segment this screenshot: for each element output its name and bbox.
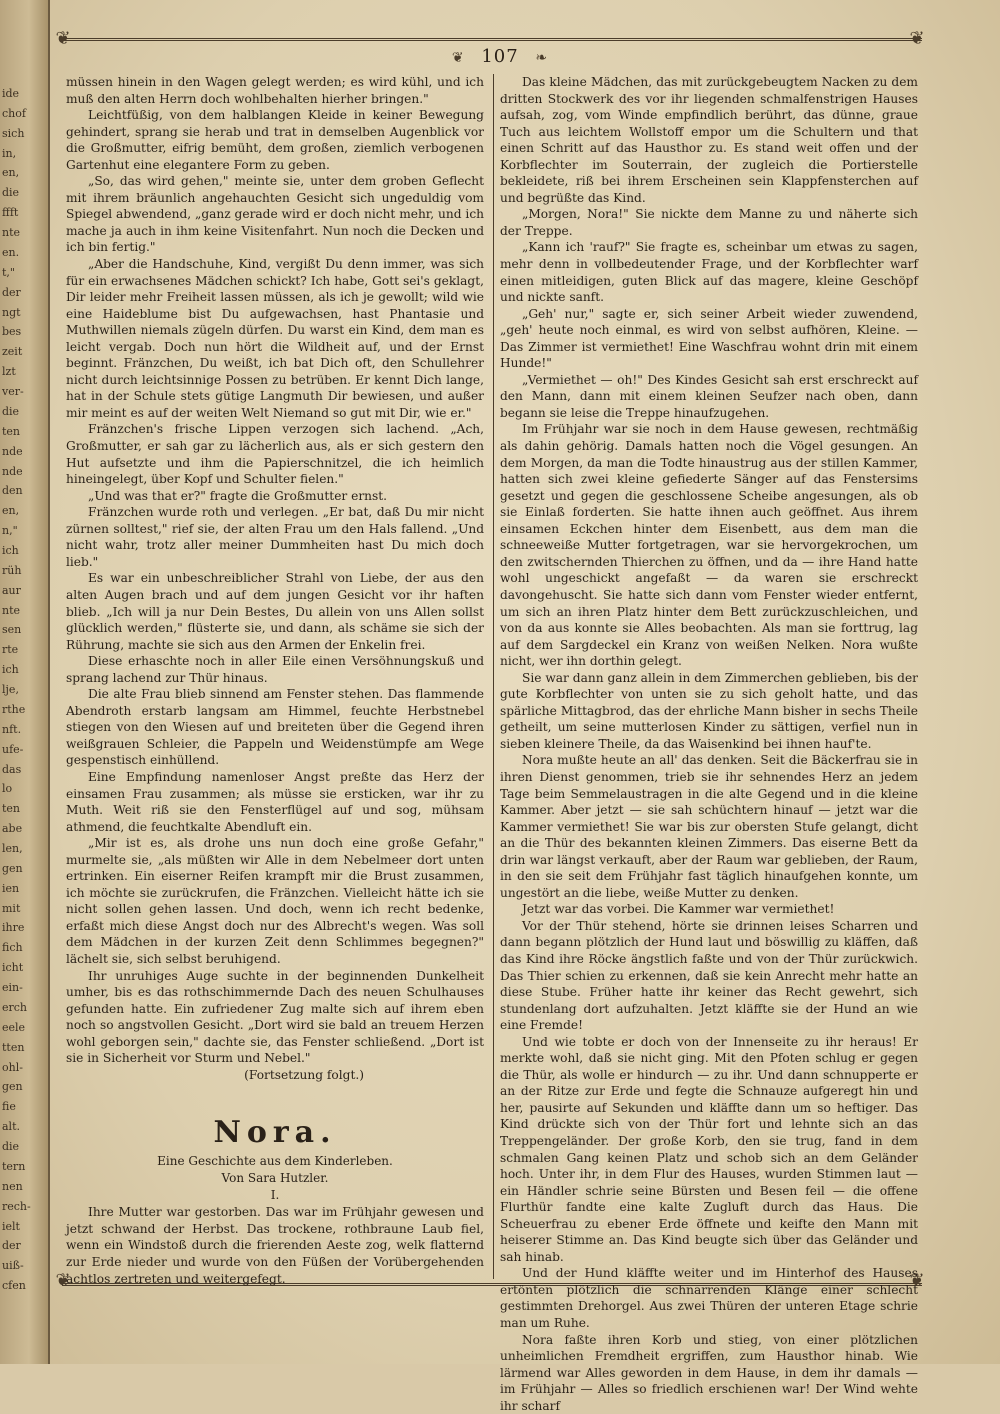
- gutter-text-fragment: der: [2, 1239, 21, 1252]
- gutter-text-fragment: ielt: [2, 1220, 20, 1233]
- page-header: [420, 46, 580, 72]
- paragraph: Es war ein unbeschreiblicher Strahl von Liebe, der aus den alten Augen brach und auf dem jungen Gesicht vor ihr haften blieb. „Ich will ja nur Dein Bestes, Du allein von uns Allen sollst glücklich werden," flüsterte sie, und dann, als schäme sie sich der Rührung, machte sie sich aus den Armen der Enkelin frei.: [66, 571, 484, 652]
- gutter-text-fragment: rüh: [2, 564, 22, 577]
- page-number: 107: [481, 46, 519, 67]
- gutter-text-fragment: aur: [2, 584, 21, 597]
- gutter-text-fragment: ohl-: [2, 1061, 23, 1074]
- paragraph: Nora mußte heute an all' das denken. Seit die Bäckerfrau sie in ihren Dienst genommen, trieb sie ihr sehnendes Herz an jedem Tage beim Semmelaustragen in die alte Gegend und in die kleine Kammer. Aber jetzt — sie sah schüchtern hinauf — jetzt war die Kammer vermiethet! Sie war bis zur obersten Stufe gelangt, dicht an die Thür des bekannten kleinen Zimmers. Das eiserne Bett da drin war längst verkauft, aber der Raum war geblieben, der Raum, in den sie seit dem Frühjahr fast täglich hinaufgehen konnte, um ungestört an die liebe, weiße Mutter zu denken.: [500, 753, 918, 900]
- gutter-text-fragment: tern: [2, 1160, 26, 1173]
- gutter-text-fragment: lo: [2, 782, 13, 795]
- gutter-text-fragment: ein-: [2, 981, 23, 994]
- paragraph: Sie war dann ganz allein in dem Zimmerchen geblieben, bis der gute Korbflechter von unten sie zu sich geholt hatte, und das spärliche Mittagbrod, das der ehrliche Mann bisher in sechs Theile getheilt, um seine mutterlosen Kinder zu sättigen, verfiel nun in sieben kleinere Theile, da das Waisenkind bei ihnen hauf'te.: [500, 670, 918, 751]
- gutter-text-fragment: ver-: [2, 385, 24, 398]
- gutter-text-fragment: ufe-: [2, 743, 24, 756]
- gutter-text-fragment: icht: [2, 961, 24, 974]
- paragraph: Fränzchen wurde roth und verlegen. „Er bat, daß Du mir nicht zürnen solltest," rief sie, der alten Frau um den Hals fallend. „Und nicht wahr, trotz aller meiner Dummheiten hast Du mich doch lieb.": [66, 505, 484, 569]
- gutter-text-fragment: en,: [2, 166, 20, 179]
- gutter-text-fragment: n,": [2, 524, 18, 537]
- paragraph: Leichtfüßig, von dem halblangen Kleide in keiner Bewegung gehindert, sprang sie herab und trat in demselben Augenblick vor die Großmutter, eifrig bemüht, dem großen, ziemlich verbogenen Gartenhut eine elegantere Form zu geben.: [66, 108, 484, 172]
- right-column: [500, 74, 918, 1413]
- gutter-text-fragment: rte: [2, 643, 19, 656]
- gutter-text-fragment: gen: [2, 1080, 23, 1093]
- gutter-text-fragment: zeit: [2, 345, 23, 358]
- gutter-text-fragment: chof: [2, 107, 26, 120]
- gutter-text-fragment: in,: [2, 147, 17, 160]
- paragraph: „Geh' nur," sagte er, sich seiner Arbeit wieder zuwendend, „geh' heute noch einmal, es wird von selbst aufhören, Kleine. — Das Zimmer ist vermiethet! Eine Waschfrau wohnt drin mit einem Hunde!": [500, 306, 918, 371]
- gutter-text-fragment: lzt: [2, 365, 16, 378]
- story-subtitle: Eine Geschichte aus dem Kinderleben.: [157, 1154, 393, 1169]
- gutter-text-fragment: der: [2, 286, 21, 299]
- gutter-text-fragment: ich: [2, 663, 19, 676]
- gutter-text-fragment: len,: [2, 842, 23, 855]
- column-divider: [493, 74, 494, 1279]
- paragraph: Vor der Thür stehend, hörte sie drinnen leises Scharren und dann begann plötzlich der Hund laut und böswillig zu kläffen, daß das Kind ihre Röcke ängstlich faßte und von der Thür zurückwich. Das Thier schien zu erkennen, daß sie kein Anrecht mehr hatte an diese Stube. Früher hatte ihr keiner das Recht gewehrt, sich stundenlang dort aufzuhalten. Jetzt kläffte sie der Hund an wie eine Fremde!: [500, 918, 918, 1033]
- gutter-text-fragment: nte: [2, 226, 21, 239]
- gutter-text-fragment: sen: [2, 623, 22, 636]
- gutter-text-fragment: ffft: [2, 206, 19, 219]
- gutter-text-fragment: nte: [2, 604, 21, 617]
- paragraph: Fränzchen's frische Lippen verzogen sich lachend. „Ach, Großmutter, er sah gar zu lächerlich aus, als er sich gestern den Hut aufsetzte und ihm die Papierschnitzel, die ich heimlich hineingelegt, über Kopf und Schulter fielen.": [66, 422, 484, 487]
- continuation-note: (Fortsetzung folgt.): [244, 1067, 364, 1082]
- gutter-text-fragment: bes: [2, 325, 22, 338]
- paragraph: „Morgen, Nora!" Sie nickte dem Manne zu und näherte sich der Treppe.: [500, 207, 918, 238]
- story-title: Nora.: [213, 1115, 337, 1151]
- gutter-text-fragment: fich: [2, 941, 23, 954]
- corner-ornament-top-left: ❦: [55, 28, 71, 49]
- story-author: Von Sara Hutzler.: [221, 1171, 329, 1186]
- corner-ornament-bottom-right: ❦: [909, 1270, 925, 1291]
- gutter-text-fragment: lje,: [2, 683, 19, 696]
- gutter-text-fragment: ien: [2, 882, 20, 895]
- gutter-text-fragment: erch: [2, 1001, 28, 1014]
- paragraph: „Vermiethet — oh!" Des Kindes Gesicht sah erst erschreckt auf den Mann, dann mit einem kleinen Seufzer nach oben, dann begann sie leise die Treppe hinaufzugehen.: [500, 372, 918, 420]
- paragraph: Diese erhaschte noch in aller Eile einen Versöhnungskuß und sprang lachend zur Thür hinaus.: [66, 654, 484, 685]
- paragraph: „So, das wird gehen," meinte sie, unter dem groben Geflecht mit ihrem bräunlich angehauchten Gesicht sich ungeduldig vom Spiegel abwendend, „ganz gerade wird er doch nicht mehr, und ich mache ja auch in ihm keine Visitenfahrt. Nun noch die Decken und ich bin fertig.": [66, 174, 484, 255]
- gutter-text-fragment: uiß-: [2, 1259, 24, 1272]
- paragraph: Im Frühjahr war sie noch in dem Hause gewesen, rechtmäßig als dahin gehörig. Damals hatten noch die Vögel gesungen. An dem Morgen, da man die Todte hinaustrug aus der stillen Kammer, hatten sich zwei kleine gefiederte Sänger auf das Fenstersims gesetzt und gegen die geschlossene Scheibe angesungen, als ob sie Einlaß forderten. Sie hatte ihnen auch geöffnet. Aus ihrem einsamen Eckchen hinter dem Eisenbett, aus dem man die schneeweiße Mutter fortgetragen, war sie hervorgekrochen, um den zwitschernden Thierchen zu öffnen, und da — ihre Hand hatte wohl ungeschickt angefaßt — da waren sie erschreckt davongehuscht. Sie hatte sich dann vom Fenster wieder entfernt, um sich an ihren Platz hinter dem Bett zurückzuschleichen, und von da aus konnte sie Alles beobachten. Als man sie forttrug, lag auf dem Sargdeckel ein Kranz von weißen Nelken. Nora wußte nicht, wer ihn dorthin gelegt.: [500, 422, 918, 669]
- paragraph: Das kleine Mädchen, das mit zurückgebeugtem Nacken zu dem dritten Stockwerk des vor ihr liegenden schmalfenstrigen Hauses aufsah, zog, vom Winde empfindlich berührt, das dünne, graue Tuch aus leichtem Wollstoff empor um die Schultern und that einen Schritt auf das Hausthor zu. Es stand weit offen und der Korbflechter im Souterrain, der zugleich die Portierstelle bekleidete, riß bei ihrem Erscheinen sein Klappfensterchen auf und begrüßte das Kind.: [500, 75, 918, 205]
- gutter-text-fragment: alt.: [2, 1120, 20, 1133]
- gutter-text-fragment: mit: [2, 902, 21, 915]
- paragraph: Eine Empfindung namenloser Angst preßte das Herz der einsamen Frau zusammen; als müsse sie ersticken, war ihr zu Muth. Weit riß sie den Fensterflügel auf und sog, mühsam athmend, die feuchtkalte Abendluft ein.: [66, 769, 484, 834]
- gutter-text-fragment: nft.: [2, 723, 22, 736]
- paragraph: Nora faßte ihren Korb und stieg, von einer plötzlichen unheimlichen Fremdheit ergriffen, zum Hausthor hinab. Wie lärmend war Alles geworden in dem Hause, in dem ihr damals — im Frühjahr — Alles so friedlich erschienen war! Der Wind wehte ihr scharf: [500, 1332, 918, 1413]
- gutter-text-fragment: en.: [2, 246, 20, 259]
- gutter-text-fragment: sich: [2, 127, 25, 140]
- gutter-text-fragment: ten: [2, 425, 21, 438]
- gutter-text-fragment: eele: [2, 1021, 26, 1034]
- gutter-text-fragment: die: [2, 405, 20, 418]
- gutter-text-fragment: die: [2, 186, 20, 199]
- paragraph: Ihre Mutter war gestorben. Das war im Frühjahr gewesen und jetzt schwand der Herbst. Das trockene, rothbraune Laub fiel, wenn ein Windstoß durch die frierenden Aeste zog, welk flatternd zur Erde nieder und wurde von den Füßen der Vorübergehenden achtlos zertreten und weitergefegt.: [66, 1205, 484, 1286]
- gutter-text-fragment: gen: [2, 862, 23, 875]
- gutter-text-fragment: nen: [2, 1180, 23, 1193]
- paragraph: „Mir ist es, als drohe uns nun doch eine große Gefahr," murmelte sie, „als müßten wir Alle in dem Nebelmeer dort unten ertrinken. Ein eiserner Reifen krampft mir die Brust zusammen, ich möchte sie zurückrufen, die Fränzchen. Vielleicht hätte ich sie nicht sollen gehen lassen. Und doch, wenn ich recht bedenke, erfaßt mich diese Angst doch nur des Albrecht's wegen. Was soll dem Mädchen in der kurzen Zeit denn Schlimmes begegnen?" lächelt sie, sich selbst beruhigend.: [66, 836, 484, 966]
- paragraph: Und wie tobte er doch von der Innenseite zu ihr heraus! Er merkte wohl, daß sie nicht ging. Mit den Pfoten schlug er gegen die Thür, als wolle er hindurch — zu ihr. Und dann schnupperte er an der Ritze zur Erde und fegte die Schnauze aufgeregt hin und her, pausirte auf Sekunden und kläffte dann um so heftiger. Das Kind drückte sich von der Thür fort und lehnte sich an das Treppengeländer. Der große Korb, den sie trug, fand in dem schmalen Gang keinen Platz und schob sich an dem Geländer hoch. Unter ihr, in dem Flur des Hauses, wurden Stimmen laut — ein Händler schrie seine Bürsten und Besen feil — die offene Flurthür fandte eine kalte Zugluft durch das Haus. Die Scheuerfrau zu ebener Erde öffnete und keifte den Mann mit heiserer Stimme an. Das Kind beugte sich über das Geländer und sah hinab.: [500, 1034, 918, 1264]
- gutter-text-fragment: nde: [2, 465, 23, 478]
- gutter-text-fragment: ten: [2, 802, 21, 815]
- header-ornament-right-icon: ❧: [535, 50, 549, 66]
- gutter-text-fragment: en,: [2, 504, 20, 517]
- paragraph: müssen hinein in den Wagen gelegt werden; es wird kühl, und ich muß den alten Herrn doch wohlbehalten hierher bringen.": [66, 75, 484, 106]
- paragraph: „Und was that er?" fragte die Großmutter ernst.: [88, 488, 388, 503]
- gutter-text-fragment: rthe: [2, 703, 26, 716]
- gutter-text-fragment: abe: [2, 822, 23, 835]
- gutter-text-fragment: fie: [2, 1100, 16, 1113]
- paragraph: Und der Hund kläffte weiter und im Hinterhof des Hauses ertönten plötzlich die schnarrenden Klänge einer schlecht gestimmten Drehorgel. Aus zwei Thüren der unteren Etage schrie man um Ruhe.: [500, 1266, 918, 1331]
- gutter-text-fragment: cfen: [2, 1279, 26, 1292]
- chapter-number: I.: [270, 1188, 280, 1203]
- gutter-text-fragment: das: [2, 763, 22, 776]
- gutter-text-fragment: ich: [2, 544, 19, 557]
- adjacent-page-gutter: [0, 0, 50, 1364]
- gutter-text-fragment: tten: [2, 1041, 25, 1054]
- gutter-text-fragment: den: [2, 484, 23, 497]
- gutter-text-fragment: rech-: [2, 1200, 31, 1213]
- gutter-text-fragment: t,": [2, 266, 15, 279]
- gutter-text-fragment: die: [2, 1140, 20, 1153]
- paragraph: Ihr unruhiges Auge suchte in der beginnenden Dunkelheit umher, bis es das rothschimmernde Dach des neuen Schulhauses gefunden hatte. Ein zufriedener Zug malte sich auf ihrem eben noch so angstvollen Gesicht. „Dort wird sie bald an treuem Herzen wohl geborgen sein," dachte sie, das Fenster schließend. „Dort ist sie in Sicherheit vor Sturm und Nebel.": [66, 968, 484, 1066]
- paragraph: Die alte Frau blieb sinnend am Fenster stehen. Das flammende Abendroth erstarb langsam am Himmel, feuchte Herbstnebel stiegen von den Wiesen auf und breiteten über die Gegend ihren weißgrauen Schleier, die Pappeln und Weidenstümpfe am Wege gespenstisch einhüllend.: [66, 687, 484, 768]
- paragraph: „Aber die Handschuhe, Kind, vergißt Du denn immer, was sich für ein erwachsenes Mädchen schickt? Ich habe, Gott sei's geklagt, Dir leider mehr Freiheit lassen müssen, als ich je gewollt; wild wie eine Haideblume bist Du aufgewachsen, hast Phantasie und Muthwillen niemals zügeln dürfen. Du warst ein Kind, dem man es leicht vergab. Doch nun hört die Wildheit auf, und der Ernst beginnt. Fränzchen, Du weißt, ich bat Dich oft, den Schullehrer nicht durch leichtsinnige Possen zu betrüben. Er kennt Dich lange, hat in der Schule stets gütige Langmuth Dir bewiesen, und außer mir meint es auf der weiten Welt Niemand so gut mit Dir, wie er.": [66, 257, 484, 420]
- left-column: [66, 74, 484, 1286]
- corner-ornament-bottom-left: ❦: [55, 1270, 71, 1291]
- gutter-text-fragment: nde: [2, 445, 23, 458]
- paragraph: „Kann ich 'rauf?" Sie fragte es, scheinbar um etwas zu sagen, mehr denn in vollbedeutender Frage, und der Korbflechter warf einen mitleidigen, guten Blick auf das magere, kleine Geschöpf und nickte sanft.: [500, 240, 918, 305]
- corner-ornament-top-right: ❦: [909, 28, 925, 49]
- gutter-text-fragment: ihre: [2, 921, 25, 934]
- header-ornament-left-icon: ❦: [451, 50, 465, 66]
- gutter-text-fragment: ide: [2, 87, 20, 100]
- gutter-text-fragment: ngt: [2, 306, 21, 319]
- paragraph: Jetzt war das vorbei. Die Kammer war vermiethet!: [522, 902, 835, 917]
